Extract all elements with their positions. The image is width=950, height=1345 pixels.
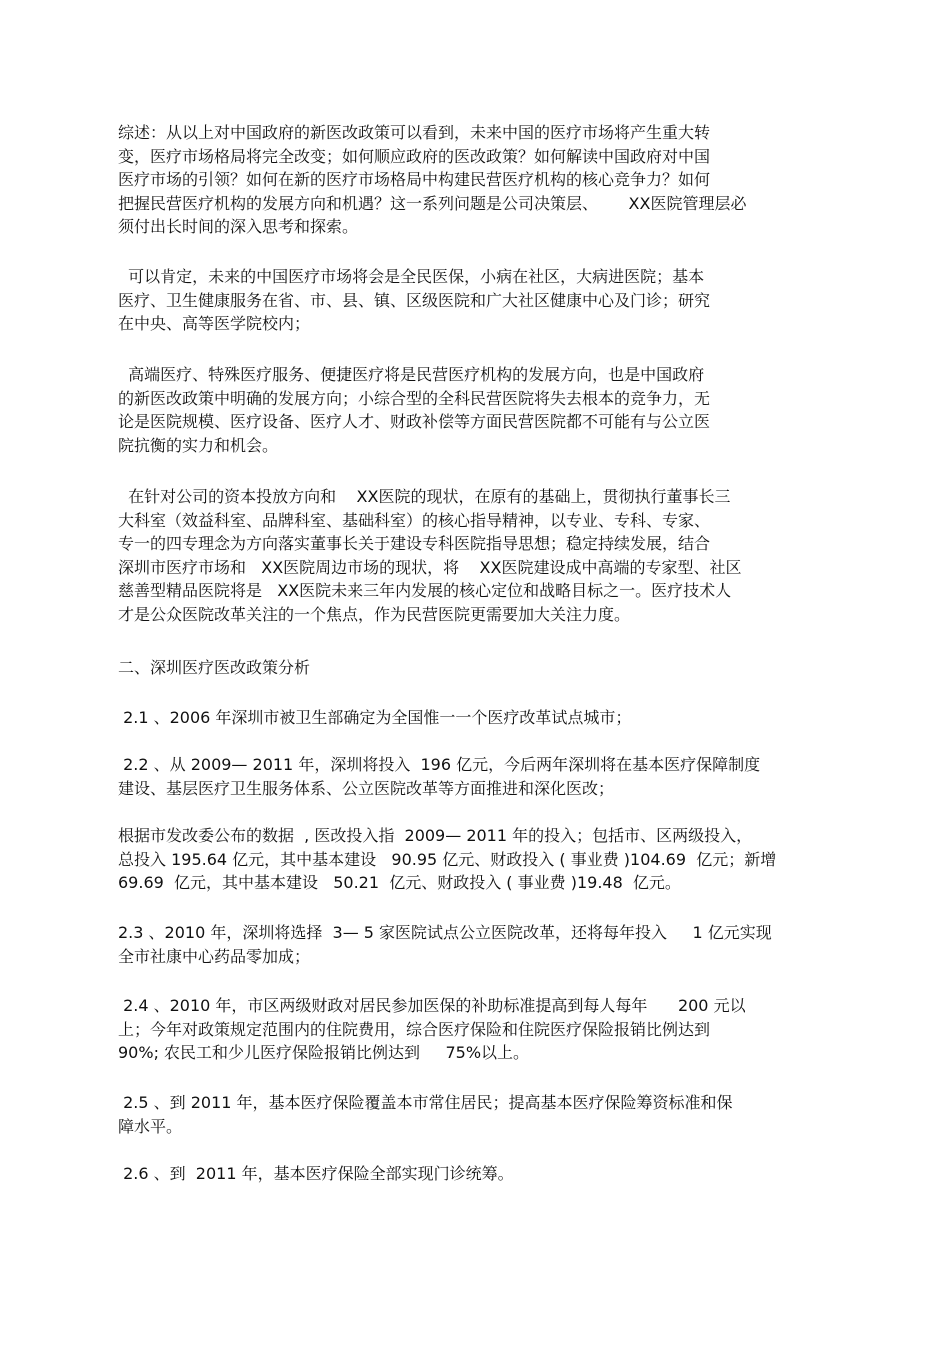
text-line: 2.5 、到 2011 年，基本医疗保险覆盖本市常住居民；提高基本医疗保险筹资标准和保 — [118, 1093, 733, 1112]
summary-paragraph — [118, 121, 838, 239]
text-line: 深圳市医疗市场和 XX医院周边市场的现状，将 XX医院建设成中高端的专家型、社区 — [118, 557, 742, 577]
private-direction-paragraph — [118, 363, 838, 457]
item-2-1 — [118, 706, 838, 730]
item-2-6 — [118, 1162, 838, 1186]
text-line: 变，医疗市场格局将完全改变；如何顺应政府的医改政策？如何解读中国政府对中国 — [118, 146, 711, 166]
text-line: 在针对公司的资本投放方向和 XX医院的现状，在原有的基础上，贯彻执行董事长三 — [118, 487, 731, 506]
text-line: 2.4 、2010 年，市区两级财政对居民参加医保的补助标准提高到每人每年 200 元以 — [118, 996, 746, 1015]
text-line: 总投入 195.64 亿元，其中基本建设 90.95 亿元、财政投入 ( 事业费 )104.69 亿元；新增 — [118, 849, 777, 869]
text-line: 把握民营医疗机构的发展方向和机遇？这一系列问题是公司决策层、 XX医院管理层必 — [118, 193, 747, 213]
text-line: 上；今年对政策规定范围内的住院费用，综合医疗保险和住院医疗保险报销比例达到 — [118, 1019, 711, 1039]
text-line: 69.69 亿元，其中基本建设 50.21 亿元、财政投入 ( 事业费 )19.48 亿元。 — [118, 873, 681, 892]
text-line: 高端医疗、特殊医疗服务、便捷医疗将是民营医疗机构的发展方向，也是中国政府 — [118, 365, 705, 384]
future-market-paragraph — [118, 265, 838, 336]
text-line: 论是医院规模、医疗设备、医疗人才、财政补偿等方面民营医院都不可能有与公立医 — [118, 412, 711, 431]
text-line: 建设、基层医疗卫生服务体系、公立医院改革等方面推进和深化医改； — [118, 778, 615, 798]
text-line: 专一的四专理念为方向落实董事长关于建设专科医院指导思想；稳定持续发展，结合 — [118, 534, 711, 553]
text-line: 慈善型精品医院将是 XX医院未来三年内发展的核心定位和战略目标之一。医疗技术人 — [118, 581, 732, 600]
text-line: 2.2 、从 2009— 2011 年，深圳将投入 196 亿元，今后两年深圳将在基本医疗保障制度 — [118, 755, 761, 774]
text-line: 可以肯定，未来的中国医疗市场将会是全民医保，小病在社区，大病进医院；基本 — [118, 267, 705, 286]
text-line: 二、深圳医疗医改政策分析 — [118, 658, 311, 677]
text-line: 2.3 、2010 年，深圳将选择 3— 5 家医院试点公立医院改革，还将每年投入 1 亿元实现 — [118, 923, 772, 942]
text-line: 大科室（效益科室、品牌科室、基础科室）的核心指导精神，以专业、专科、专家、 — [118, 510, 711, 530]
text-line: 须付出长时间的深入思考和探索。 — [118, 217, 359, 236]
text-line: 根据市发改委公布的数据 , 医改投入指 2009— 2011 年的投入；包括市、区两级投入， — [118, 826, 753, 845]
text-line: 综述：从以上对中国政府的新医改政策可以看到，未来中国的医疗市场将产生重大转 — [118, 123, 711, 142]
text-line: 在中央、高等医学院校内； — [118, 314, 311, 333]
text-line: 全市社康中心药品零加成； — [118, 946, 311, 966]
investment-data-paragraph — [118, 824, 838, 895]
text-line: 医疗、卫生健康服务在省、市、县、镇、区级医院和广大社区健康中心及门诊；研究 — [118, 290, 711, 310]
text-line: 90%; 农民工和少儿医疗保险报销比例达到 75%以上。 — [118, 1043, 530, 1062]
item-2-3 — [118, 921, 838, 968]
text-line: 2.1 、2006 年深圳市被卫生部确定为全国惟一一个医疗改革试点城市； — [118, 708, 632, 727]
text-line: 院抗衡的实力和机会。 — [118, 435, 279, 455]
item-2-2 — [118, 753, 838, 800]
text-line: 才是公众医院改革关注的一个焦点，作为民营医院更需要加大关注力度。 — [118, 604, 631, 624]
text-line: 2.6 、到 2011 年，基本医疗保险全部实现门诊统筹。 — [118, 1164, 514, 1183]
strategy-paragraph — [118, 485, 838, 626]
section-heading — [118, 656, 838, 680]
text-line: 障水平。 — [118, 1116, 183, 1136]
text-line: 医疗市场的引领？如何在新的医疗市场格局中构建民营医疗机构的核心竞争力？如何 — [118, 170, 711, 189]
text-line: 的新医改政策中明确的发展方向；小综合型的全科民营医院将失去根本的竞争力，无 — [118, 388, 711, 408]
item-2-5 — [118, 1091, 838, 1138]
item-2-4 — [118, 994, 838, 1065]
